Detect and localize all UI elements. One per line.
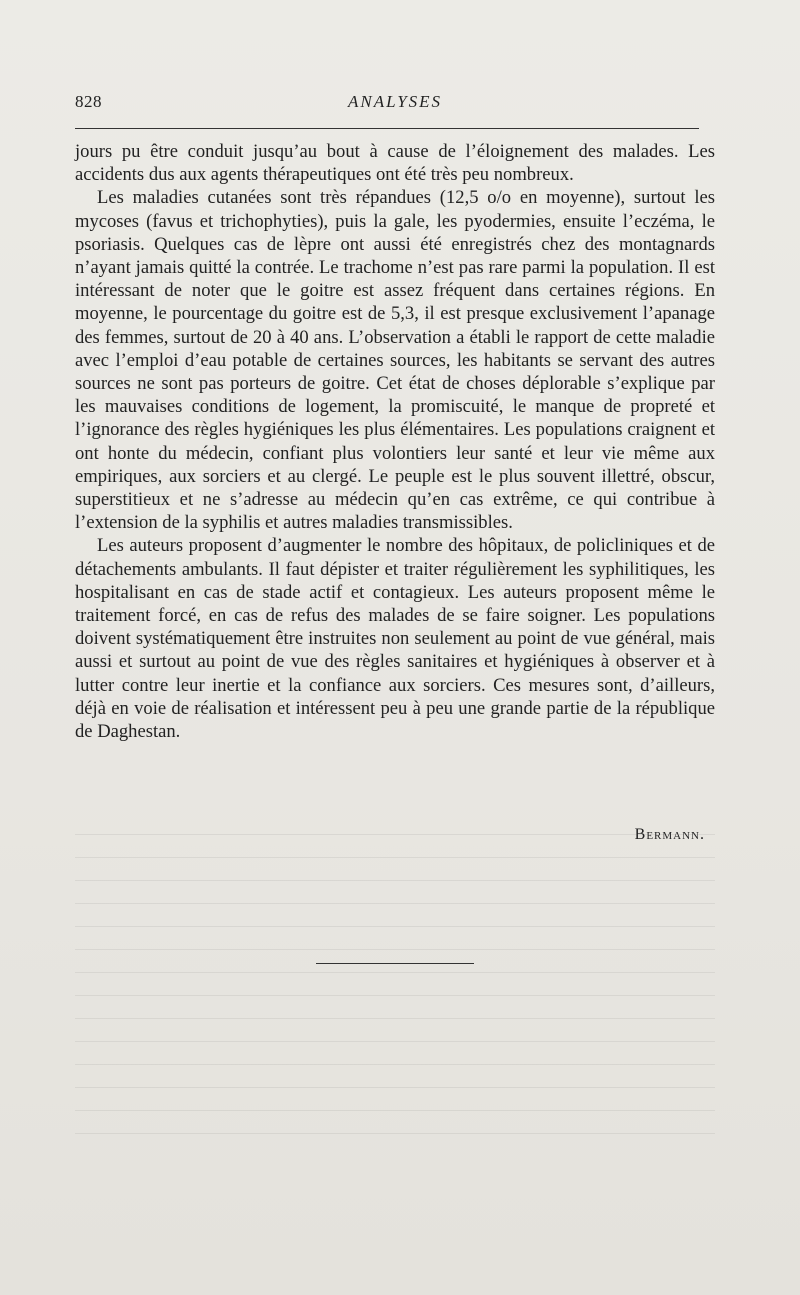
running-title: ANALYSES — [347, 92, 443, 111]
paragraph-continuation: jours pu être conduit jusqu’au bout à cause de l’éloignement des malades. Les accidents dus aux agents thérapeutiques ont été très peu nombreux. — [75, 141, 715, 186]
page-number: 828 — [75, 92, 102, 111]
article-body — [75, 140, 715, 743]
header-rule — [75, 128, 699, 129]
end-rule — [316, 963, 474, 964]
page-header — [75, 92, 715, 120]
author-signature: Bermann. — [634, 826, 705, 843]
paragraph-skin-diseases: Les maladies cutanées sont très répandues (12,5 o/o en moyenne), surtout les mycoses (favus et trichophyties), puis la gale, les pyodermies, ensuite l’eczéma, le psoriasis. Quelques cas de lèpre ont aussi été enregistrés chez des montagnards n’ayant jamais quitté la contrée. Le trachome n’est pas rare parmi la population. Il est intéressant de noter que le goitre est assez fréquent dans certaines régions. En moyenne, le pourcentage du goitre est de 5,3, il est presque exclusivement l’apanage des femmes, surtout de 20 à 40 ans. L’observation a établi le rapport de cette maladie avec l’emploi d’eau potable de certaines sources, les habitants se servant des autres sources ne sont pas porteurs de goitre. Cet état de choses déplorable s’explique par les mauvaises conditions de logement, la promiscuité, le manque de propreté et l’ignorance des règles hygiéniques les plus élémentaires. Les populations craignent et ont honte du médecin, confiant plus volontiers leur santé et leur vie même aux empiriques, aux sorciers et au clergé. Le peuple est le plus souvent illettré, obscur, superstitieux et ne s’adresse au médecin qu’en cas extrême, ce qui contribue à l’extension de la syphilis et autres maladies transmissibles. — [75, 187, 715, 534]
show-through-texture — [75, 820, 715, 1150]
paragraph-proposals: Les auteurs proposent d’augmenter le nombre des hôpitaux, de policliniques et de détachements ambulants. Il faut dépister et traiter régulièrement les syphilitiques, les hospitalisant en cas de stade actif et contagieux. Les auteurs proposent même le traitement forcé, en cas de refus des malades de se faire soigner. Les populations doivent systématiquement être instruites non seulement au point de vue général, mais aussi et surtout au point de vue des règles sanitaires et hygiéniques à observer et à lutter contre leur inertie et la confiance aux sorciers. Ces mesures sont, d’ailleurs, déjà en voie de réalisation et intéressent peu à peu une grande partie de la république de Daghestan. — [75, 535, 715, 743]
